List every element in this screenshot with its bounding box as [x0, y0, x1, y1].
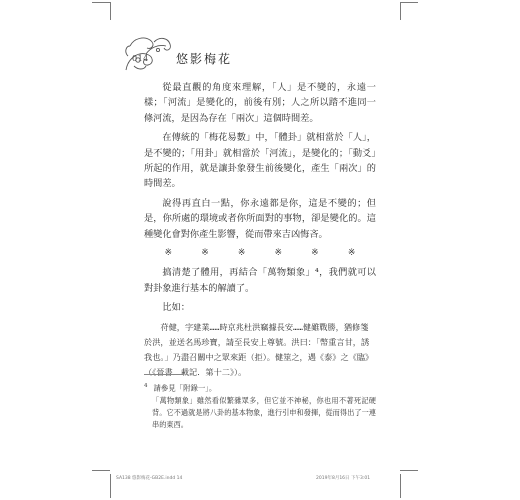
paragraph: 在傳統的「梅花易數」中，「體卦」就相當於「人」，是不變的；「用卦」就相當於「河流」，是變化的；「動爻」所起的作用，就是讓卦象發生前後變化，產生「兩次」的時間差。 [144, 132, 376, 190]
paragraph: 說得再直白一點，你永遠都是你，這是不變的；但是，你所處的環境或者你所面對的事物，卻是變化的。這種變化會對你產生影響，從而帶來吉凶悔吝。 [144, 197, 376, 240]
block-quote: 苻健，字建業……時京兆杜洪竊據長安……健雖戰勝，猶修箋於洪，並送名馬珍寶，請至長安上尊號。洪曰：「幣重言甘，誘我也。」乃盡召關中之眾來距（拒）。健筮之，遇《泰》之《臨》（《晉書．載記．第十二》）。 [144, 321, 374, 377]
separator-mark: ※ [311, 248, 319, 259]
crop-mark [400, 2, 401, 20]
crop-mark [400, 470, 418, 471]
crop-mark [110, 2, 111, 20]
crop-mark [400, 2, 418, 3]
footnote-text: 請參見「附錄一」。 [153, 383, 217, 393]
section-separator [144, 246, 376, 261]
separator-mark: ※ [164, 248, 173, 259]
separator-mark: ※ [237, 248, 246, 259]
print-slug-file: SA138 悠影梅花-GB2E.indd 14 [116, 476, 183, 481]
separator-mark: ※ [201, 248, 209, 259]
footnote-marker: 4 [144, 383, 148, 389]
crop-mark [400, 474, 401, 498]
separator-mark: ※ [274, 248, 283, 259]
paragraph: 比如： [162, 302, 190, 314]
paragraph: 從最直觀的角度來理解，「人」是不變的，永遠一樣；「河流」是變化的，前後有別；人之所以踏不進同一條河流，是因為存在「兩次」這個時間差。 [144, 82, 376, 124]
crop-mark [92, 2, 110, 3]
print-slug-date: 2019年8月16日 下午3:01 [316, 476, 371, 481]
body-text [144, 80, 376, 380]
page-header [120, 30, 400, 80]
footnote [144, 380, 376, 394]
floral-ornament-icon [120, 30, 180, 80]
separator-mark: ※ [347, 248, 356, 259]
running-title: 悠影梅花 [176, 52, 233, 66]
footnote-rule [144, 374, 184, 375]
footnote-text: 「萬物類象」雖然看似繁雜眾多，但它並不神秘，你也用不著死記硬背。它不過就是將八卦的基本物象，進行引申和發揮，從而得出了一連串的東西。 [152, 396, 376, 429]
crop-mark [92, 470, 110, 471]
page-number: 014 [132, 54, 149, 63]
crop-mark [110, 474, 111, 498]
paragraph: 搞清楚了體用，再結合「萬物類象」⁴，我們就可以對卦象進行基本的解讀了。 [144, 267, 376, 294]
